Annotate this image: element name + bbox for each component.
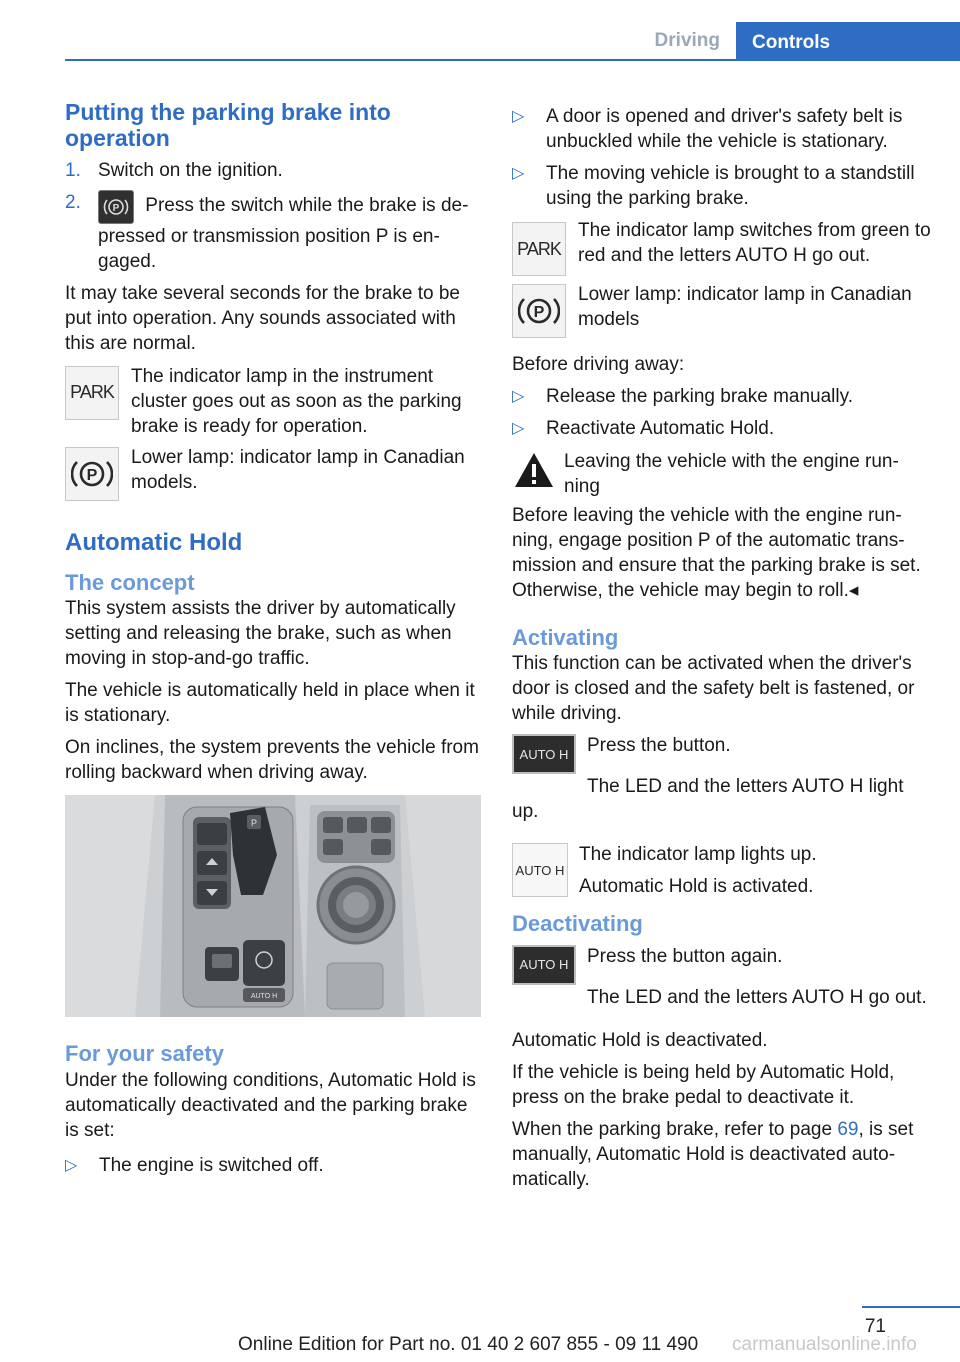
safety-list-left — [65, 1153, 481, 1178]
park-indicator-icon: PARK — [65, 366, 119, 420]
park-indicator-text: The indicator lamp switches from green to red and the letters AUTO H go out. — [578, 220, 931, 266]
page-number: 71 — [864, 1316, 886, 1337]
activate-led-text: The LED and the letters AUTO H light up. — [512, 776, 904, 823]
step-1 — [65, 158, 481, 183]
heading-concept: The concept — [65, 570, 195, 596]
page-header — [0, 0, 960, 62]
paragraph-concept-3: On inclines, the system prevents the vehicle from rolling backward when driving away. — [65, 737, 479, 784]
svg-text:P: P — [112, 202, 120, 214]
auto-h-button-icon: AUTO H — [512, 945, 576, 985]
auto-h-button-icon: AUTO H — [512, 734, 576, 774]
step-text: Switch on the ignition. — [98, 159, 283, 181]
paragraph-concept-1: This system assists the driver by automatically setting and releasing the brake, such as when moving in stop-and-go traffic. — [65, 598, 456, 670]
park-indicator-row — [512, 218, 932, 276]
paragraph-delay: It may take several seconds for the brake to be put into operation. Any sounds associated with this are normal. — [65, 282, 460, 354]
shifter-p-label: P — [250, 818, 258, 829]
step-text: Press the switch while the brake is de-pressed or transmission position P is en-gaged. — [98, 194, 469, 272]
paragraph-activating: This function can be activated when the driver's door is closed and the safety belt is fastened, or while driving. — [512, 653, 915, 725]
canadian-lamp-text: Lower lamp: indicator lamp in Canadian models — [578, 284, 912, 330]
parking-brake-switch-icon — [98, 190, 134, 224]
heading-for-your-safety: For your safety — [65, 1041, 224, 1067]
steps-list — [65, 158, 481, 274]
safety-item: ▷ The engine is switched off. — [65, 1154, 324, 1176]
parking-brake-p-icon — [65, 447, 119, 501]
edition-text: Online Edition for Part no. 01 40 2 607 855 - 09 11 490 — [238, 1334, 699, 1355]
bullet-triangle-icon: ▷ — [65, 1156, 78, 1174]
canadian-lamp-row — [512, 282, 932, 338]
bullet-triangle-icon: ▷ — [512, 388, 525, 405]
step-2 — [65, 190, 481, 274]
held-paragraph: If the vehicle is being held by Automatic Hold, press on the brake pedal to deactivate it. — [512, 1061, 895, 1108]
bullet-triangle-icon: ▷ — [512, 165, 525, 182]
heading-deactivating: Deactivating — [512, 911, 643, 937]
bullet-triangle-icon: ▷ — [512, 420, 525, 437]
activate-lamp-row — [512, 842, 932, 899]
auto-h-button-label: AUTO H — [250, 993, 278, 1001]
watermark: carmanualsonline.info — [732, 1334, 917, 1355]
warning-title: Leaving the vehicle with the engine run-ning — [564, 451, 899, 497]
right-column — [512, 104, 932, 1199]
auto-h-indicator-icon: AUTO H — [512, 843, 568, 897]
activate-button-row — [512, 733, 932, 774]
before-driving-heading: Before driving away: — [512, 354, 685, 375]
deactivate-led-text: The LED and the letters AUTO H go out. — [587, 986, 927, 1008]
svg-text:P: P — [86, 466, 98, 484]
heading-putting-into-operation: Putting the parking brake into operation — [65, 99, 391, 151]
warning-body: Before leaving the vehicle with the engine run-ning, engage position P of the automatic trans-mission and ensure that the parking brake is set. Otherwise, the vehicle may begin to roll.◂ — [512, 505, 921, 601]
left-column — [65, 100, 481, 1185]
canadian-lamp-row — [65, 445, 481, 501]
warning-row — [512, 449, 932, 499]
center-console-illustration — [65, 795, 481, 1017]
paragraph-safety: Under the following conditions, Automatic Hold is automatically deactivated and the parking brake is set: — [65, 1069, 476, 1141]
activate-press-text: Press the button. — [587, 735, 731, 757]
bullet-triangle-icon: ▷ — [512, 108, 525, 125]
safety-list-right — [512, 104, 932, 211]
step-number: 2. — [65, 191, 81, 213]
paragraph-concept-2: The vehicle is automatically held in place when it is stationary. — [65, 680, 475, 727]
park-indicator-icon: PARK — [512, 222, 566, 276]
footer-rule — [862, 1306, 960, 1308]
parking-brake-p-icon — [512, 284, 566, 338]
page-69-link[interactable]: 69 — [837, 1118, 859, 1140]
heading-automatic-hold: Automatic Hold — [65, 528, 243, 556]
deactivate-press-text: Press the button again. — [587, 945, 783, 967]
deactivate-button-row — [512, 944, 932, 985]
before-item: ▷ Reactivate Automatic Hold. — [512, 418, 775, 439]
canadian-lamp-text: Lower lamp: indicator lamp in Canadian models. — [131, 446, 465, 493]
park-indicator-text: The indicator lamp in the instrument cluster goes out as soon as the parking brake is ready for operation. — [131, 365, 462, 437]
manual-set-paragraph: When the parking brake, refer to page 69, is set manually, Automatic Hold is deactivated auto-matically. — [512, 1118, 914, 1190]
before-item: ▷ Release the parking brake manually. — [512, 386, 853, 407]
deactivated-text: Automatic Hold is deactivated. — [512, 1029, 768, 1051]
before-driving-list — [512, 384, 932, 441]
step-number: 1. — [65, 159, 81, 181]
header-rule — [65, 59, 960, 61]
heading-activating: Activating — [512, 625, 619, 650]
warning-triangle-icon — [512, 451, 556, 489]
safety-item: ▷ The moving vehicle is brought to a standstill using the parking brake. — [512, 163, 915, 209]
header-tab-controls: Controls — [736, 22, 960, 61]
header-section: Driving — [654, 30, 720, 51]
safety-item: ▷ A door is opened and driver's safety belt is unbuckled while the vehicle is stationary. — [512, 106, 903, 152]
svg-text:P: P — [533, 304, 545, 321]
park-indicator-row — [65, 364, 481, 439]
activate-lamp-text: The indicator lamp lights up. Automatic Hold is activated. — [579, 844, 817, 898]
